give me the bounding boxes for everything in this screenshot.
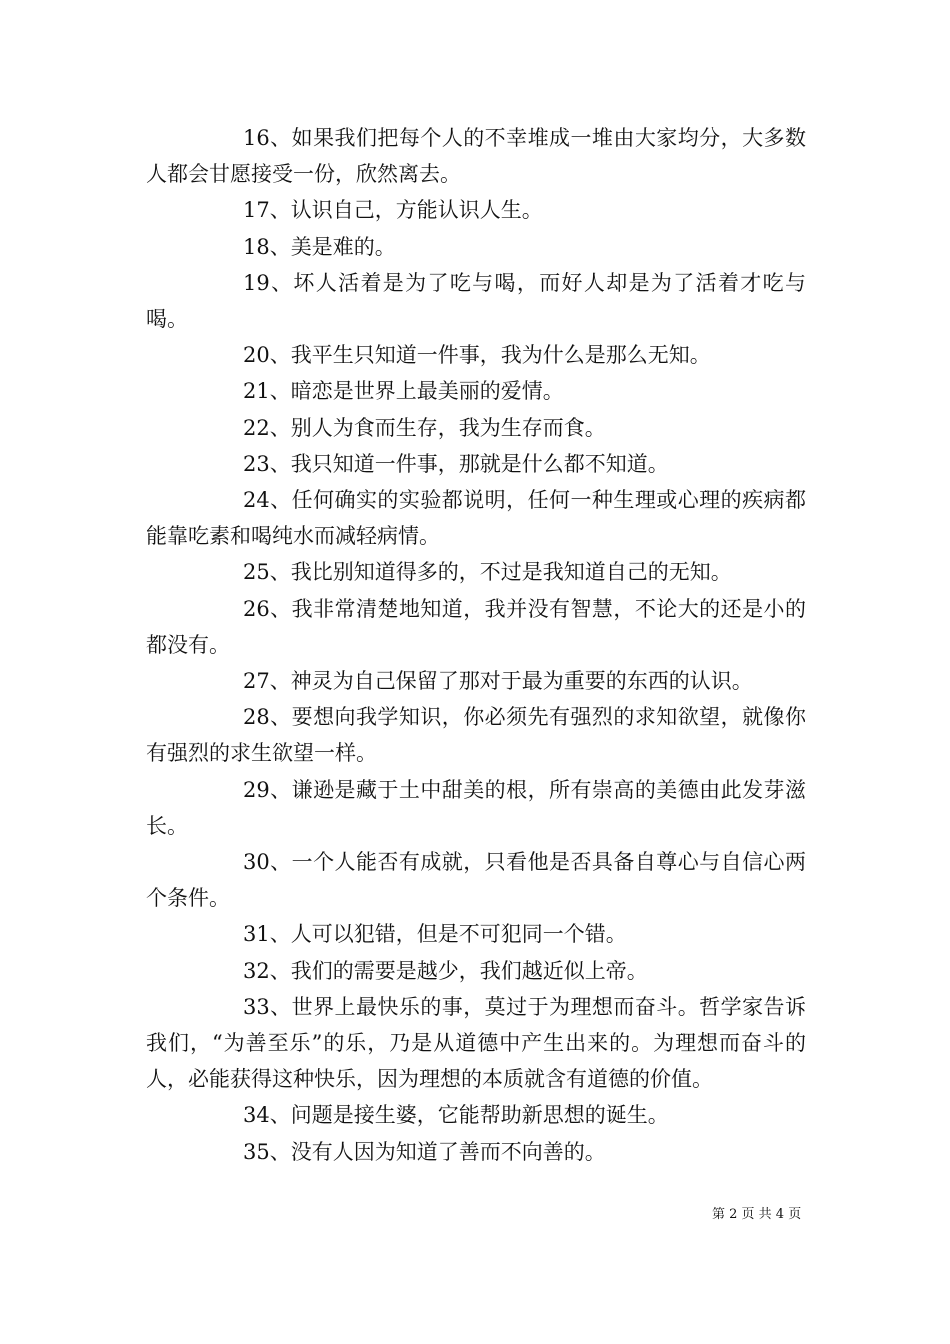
quote-paragraph: 16、如果我们把每个人的不幸堆成一堆由大家均分，大多数人都会甘愿接受一份，欣然离去。 <box>146 126 806 187</box>
page-number-footer: 第 2 页 共 4 页 <box>712 1207 802 1222</box>
quote-paragraph: 29、谦逊是藏于土中甜美的根，所有崇高的美德由此发芽滋长。 <box>146 777 806 838</box>
quote-paragraph: 35、没有人因为知道了善而不向善的。 <box>243 1139 606 1164</box>
quote-paragraph: 17、认识自己，方能认识人生。 <box>243 198 543 223</box>
quote-paragraph: 20、我平生只知道一件事，我为什么是那么无知。 <box>243 343 711 368</box>
document-body <box>146 120 806 1170</box>
quote-paragraph: 22、别人为食而生存，我为生存而食。 <box>243 415 606 440</box>
quote-paragraph: 30、一个人能否有成就，只看他是否具备自尊心与自信心两个条件。 <box>146 850 806 911</box>
quote-paragraph: 23、我只知道一件事，那就是什么都不知道。 <box>243 451 669 476</box>
quote-paragraph: 21、暗恋是世界上最美丽的爱情。 <box>243 379 564 404</box>
quote-paragraph: 31、人可以犯错，但是不可犯同一个错。 <box>243 922 627 947</box>
quote-paragraph: 25、我比别知道得多的，不过是我知道自己的无知。 <box>243 560 732 585</box>
quote-paragraph: 18、美是难的。 <box>243 234 396 259</box>
quote-paragraph: 19、坏人活着是为了吃与喝，而好人却是为了活着才吃与喝。 <box>146 270 806 332</box>
quote-paragraph: 27、神灵为自己保留了那对于最为重要的东西的认识。 <box>243 669 753 694</box>
quote-paragraph: 34、问题是接生婆，它能帮助新思想的诞生。 <box>243 1103 669 1128</box>
quote-paragraph: 33、世界上最快乐的事，莫过于为理想而奋斗。哲学家告诉我们，“为善至乐”的乐，乃是从道德中产生出来的。为理想而奋斗的人，必能获得这种快乐，因为理想的本质就含有道德的价值。 <box>146 994 806 1092</box>
quote-paragraph: 32、我们的需要是越少，我们越近似上帝。 <box>243 958 648 983</box>
quote-paragraph: 28、要想向我学知识，你必须先有强烈的求知欲望，就像你有强烈的求生欲望一样。 <box>146 705 806 766</box>
quote-paragraph: 24、任何确实的实验都说明，任何一种生理或心理的疾病都能靠吃素和喝纯水而减轻病情。 <box>146 488 806 549</box>
quote-paragraph: 26、我非常清楚地知道，我并没有智慧，不论大的还是小的都没有。 <box>146 596 806 657</box>
